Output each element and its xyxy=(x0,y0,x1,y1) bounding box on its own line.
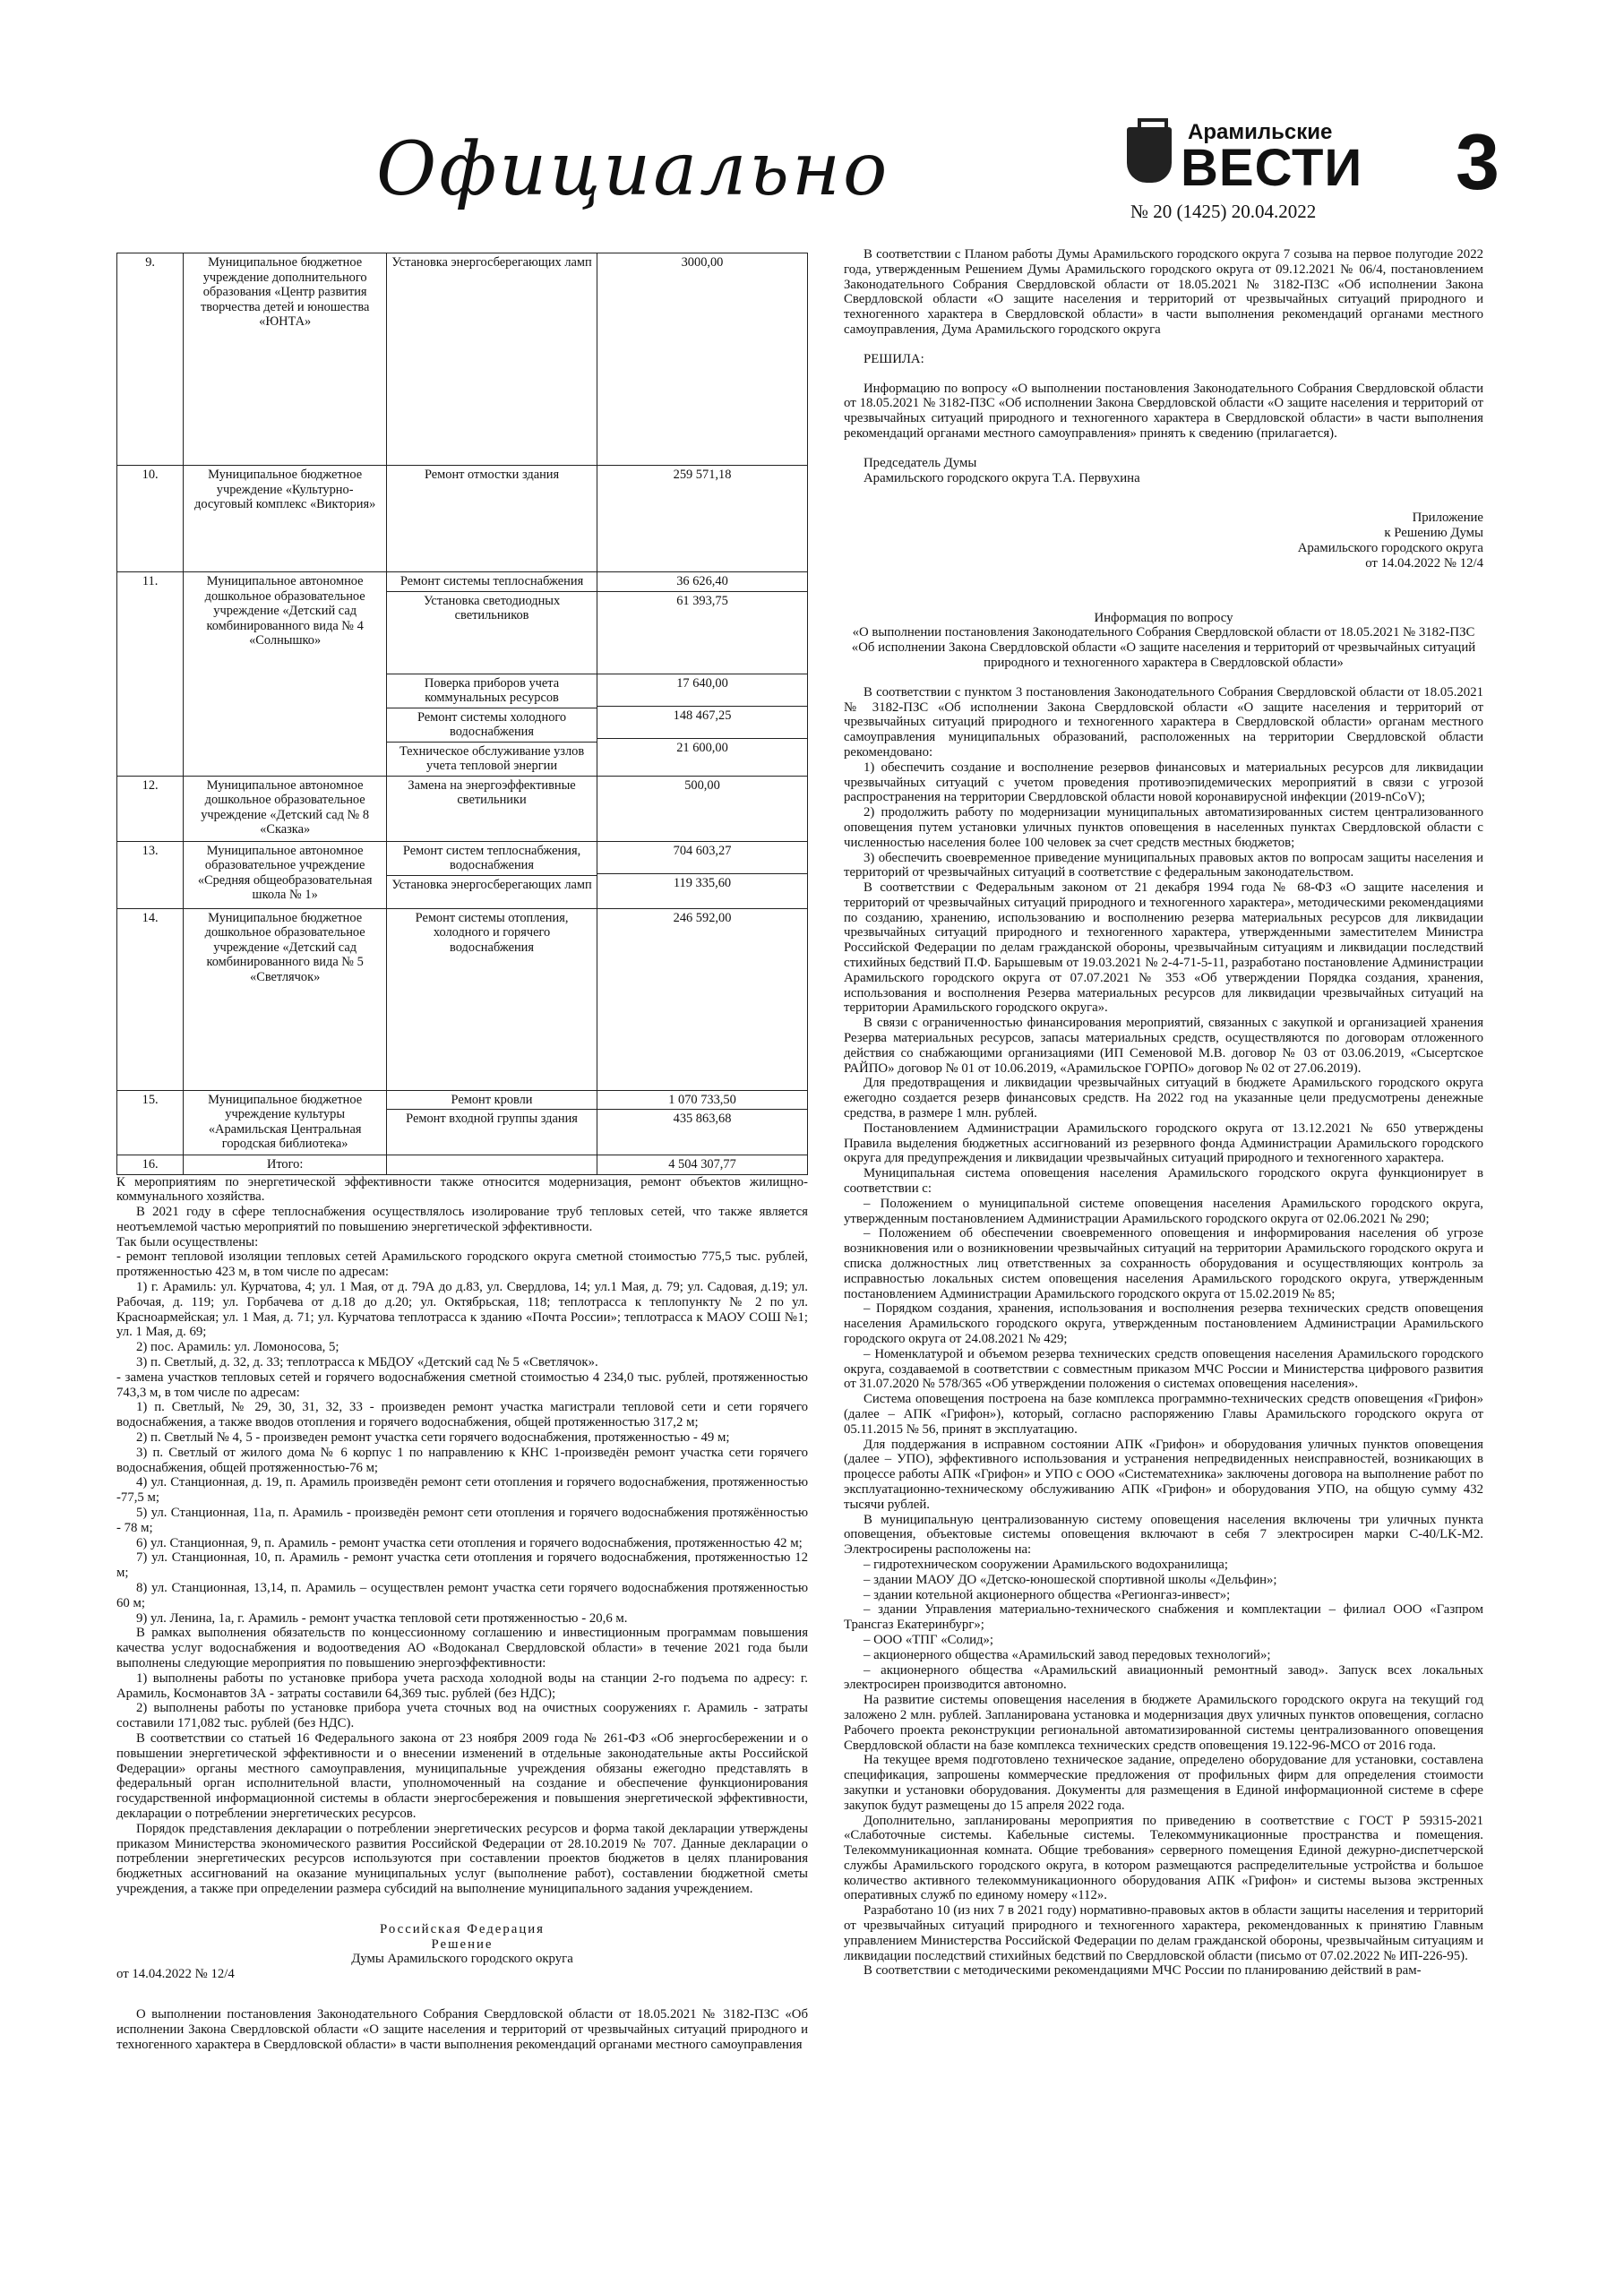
work-cost: 246 592,00 xyxy=(673,910,732,925)
page-number: 3 xyxy=(1456,117,1499,206)
paragraph: К мероприятиям по энергетической эффективности также относится модернизация, ремонт объектов жилищно-коммунального хозяйства. xyxy=(116,1174,808,1205)
work-name: Техническое обслуживание узлов учета тепловой энергии xyxy=(399,743,585,773)
paragraph: 2) выполнены работы по установке прибора учета сточных вод на очистных сооружениях г. Арамиль - затраты составили 171,082 тыс. рублей (без НДС). xyxy=(116,1701,808,1731)
paragraph: - замена участков тепловых сетей и горячего водоснабжения сметной стоимостью 4 234,0 тыс. рублей, протяженностью 743,3 м, в том числе по адресам: xyxy=(116,1369,808,1400)
info-title: Информация по вопросу xyxy=(1094,610,1233,625)
work-cost: 3000,00 xyxy=(681,255,724,270)
paragraph: 1) выполнены работы по установке прибора учета расхода холодной воды на станции 2-го подъема по адресу: г. Арамиль, Космонавтов 3А - затраты составили 64,369 тыс. рублей (без НДС); xyxy=(116,1670,808,1701)
row-number: 13. xyxy=(117,841,184,908)
work-name: Замена на энергоэффективные светильники xyxy=(408,777,576,807)
paragraph: 1) г. Арамиль: ул. Курчатова, 4; ул. 1 Мая, от д. 79А до д.83, ул. Свердлова, 14; ул.1 Мая, д. 79; ул. Садовая, д.19; ул. Рабочая, д. 119; ул. Горбачева от д.18 до д.20; ул. Октябрьская, 118; теплотрасса к теплопункту № 2 по ул. Красноармейская; ул. 1 Мая, д. 71; ул. Курчатова теплотрасса к зданию «Почта России»; теплотрасса к МАОУ СОШ №1; ул. 1 Мая, д. 69; xyxy=(116,1280,808,1340)
work-cost: 704 603,27 xyxy=(597,842,807,874)
paragraph: – ООО «ТПГ «Солид»; xyxy=(864,1632,994,1647)
appendix-block xyxy=(844,511,1483,571)
paragraph: 3) п. Светлый от жилого дома № 6 корпус 1 по направлению к КНС 1-произведён ремонт участка сети горячего водоснабжения, общей протяженностью-76 м; xyxy=(116,1445,808,1475)
paragraph: – гидротехническом сооружении Арамильского водохранилища; xyxy=(864,1557,1228,1572)
work-name: Ремонт системы отопления, холодного и горячего водоснабжения xyxy=(415,910,569,955)
paragraph: 2) продолжить работу по модернизации муниципальных автоматизированных систем централизованного оповещения путем установки уличных пунктов оповещения в населенных пунктах Свердловской области с численностью населения более 100 человек за счет средств местных бюджетов; xyxy=(844,805,1483,850)
row-number: 12. xyxy=(117,776,184,841)
paragraph: В соответствии со статьей 16 Федерального закона от 23 ноября 2009 года № 261-ФЗ «Об энергосбережении и о повышении энергетической эффективности и о внесении изменений в отдельные законодательные акты Российской Федерации» органы местного самоуправления, муниципальные учреждения обязаны ежегодно представлять в федеральный орган исполнительной власти, уполномоченный на создание и обеспечение функционирования государственной информационной системы в области энергосбережения и повышения энергетической эффективности, декларации о потреблении энергетических ресурсов. xyxy=(116,1730,808,1821)
paragraph: На текущее время подготовлено техническое задание, определено оборудование для установки, составлена спецификация, запрошены коммерческие предложения от профильных фирм для определения стоимости закупки и установки оборудования. Документы для размещения в Единой информационной системе в сфере закупок будут размещены до 15 апреля 2022 года. xyxy=(844,1753,1483,1813)
work-cost: 17 640,00 xyxy=(597,674,807,707)
decree-type: Решение xyxy=(431,1936,494,1952)
work-name: Установка энергосберегающих ламп xyxy=(391,877,592,892)
table-row xyxy=(117,1155,808,1175)
work-name: Ремонт систем теплоснабжения, водоснабжения xyxy=(387,842,597,876)
paragraph: – здании котельной акционерного общества «Регионгаз-инвест»; xyxy=(864,1587,1231,1602)
energy-measures-table xyxy=(116,253,808,1175)
paragraph: Порядок представления декларации о потреблении энергетических ресурсов и форма такой декларации утверждены приказом Министерства экономического развития Российской Федерации от 28.10.2019 № 707. Данные декларации о потреблении энергетических ресурсов используются при составлении проектов бюджетов в целях планирования бюджетных ассигнований на оказание муниципальных услуг (выполнение работ), составлении бюджетной сметы учреждения, а также при определении размера субсидий на выполнение муниципального задания учреждением. xyxy=(116,1821,808,1896)
logo-big-text: ВЕСТИ xyxy=(1181,139,1363,197)
table-row xyxy=(117,572,808,777)
table-row xyxy=(117,1090,808,1155)
paragraph: Для поддержания в исправном состоянии АПК «Грифон» и оборудования уличных пунктов оповещения (далее – УПО), эффективного использования и устранения непредвиденных неисправностей, возникающих в процессе работы АПК «Грифон» и УПО с ООО «Систематехника» заключены договора на выполнение работ по эксплуатационно-техническому обслуживанию АПК «Грифон» и оборудования УПО, на общую сумму 432 тысячи рублей. xyxy=(844,1437,1483,1512)
paragraph: – Порядком создания, хранения, использования и восполнения резерва технических средств оповещения населения Арамильского городского округа, утвержденным постановлением Администрации Арамильского городского округа от 24.08.2021 № 429; xyxy=(844,1301,1483,1346)
organization-name: Итого: xyxy=(184,1155,387,1175)
paragraph: Муниципальная система оповещения населения Арамильского городского округа функционирует в соответствии с: xyxy=(844,1166,1483,1197)
organization-name: Муниципальное бюджетное дошкольное образовательное учреждение «Детский сад комбинированного вида № 5 «Светлячок» xyxy=(184,908,387,1090)
section-title: Официально xyxy=(376,127,890,212)
work-cost: 259 571,18 xyxy=(673,468,732,482)
row-number: 14. xyxy=(117,908,184,1090)
left-article-text xyxy=(116,1175,808,1897)
work-cost: 148 467,25 xyxy=(597,707,807,739)
decree-country: Российская Федерация xyxy=(380,1921,545,1936)
decree-block xyxy=(116,1922,808,2053)
paragraph: 1) п. Светлый, № 29, 30, 31, 32, 33 - произведен ремонт участка магистрали тепловой сети и сети горячего водоснабжения, а также вводов отопления и горячего водоснабжения, общей протяженностью 317,2 м; xyxy=(116,1400,808,1430)
row-number: 9. xyxy=(117,253,184,466)
info-subtitle: «О выполнении постановления Законодательного Собрания Свердловской области от 18.05.2021 № 3182-ПЗС «Об исполнении Закона Свердловской области «О защите населения и территорий от чрезвычайных ситуаций природного и техногенного характера в Свердловской области» xyxy=(851,625,1476,670)
work-cost: 21 600,00 xyxy=(676,740,728,755)
organization-name: Муниципальное автономное дошкольное образовательное учреждение «Детский сад № 8 «Сказка» xyxy=(184,776,387,841)
row-number: 15. xyxy=(117,1090,184,1155)
organization-name: Муниципальное автономное дошкольное образовательное учреждение «Детский сад комбинированного вида № 4 «Солнышко» xyxy=(184,572,387,777)
newspaper-logo[interactable] xyxy=(1127,115,1363,197)
organization-name: Муниципальное бюджетное учреждение культуры «Арамильская Центральная городская библиотека» xyxy=(184,1090,387,1155)
paragraph: – Положением об обеспечении своевременного оповещения и информирования населения об угрозе возникновения или о возникновении чрезвычайных ситуаций на территории Арамильского городского округа и списка должностных лиц ответственных за сохранность оборудования и осуществляющих контроль за исправностью локальных систем оповещения населения Арамильского городского округа, утвержденным постановлением Администрации Арамильского городского округа от 15.02.2019 № 85; xyxy=(844,1226,1483,1301)
paragraph: 2) п. Светлый № 4, 5 - произведен ремонт участка сети горячего водоснабжения, протяженностью - 49 м; xyxy=(136,1430,730,1446)
appendix-line: к Решению Думы xyxy=(1384,526,1483,541)
paragraph: Так были осуществлены: xyxy=(116,1234,259,1249)
paragraph: 7) ул. Станционная, 10, п. Арамиль - ремонт участка сети отопления и горячего водоснабжения, протяженностью 12 м; xyxy=(116,1550,808,1581)
work-name: Ремонт отмостки здания xyxy=(424,468,560,482)
decree-date: от 14.04.2022 № 12/4 xyxy=(116,1967,235,1982)
organization-name: Муниципальное бюджетное учреждение «Культурно-досуговый комплекс «Виктория» xyxy=(184,466,387,572)
signature-position: Председатель Думы xyxy=(864,455,977,470)
resolved-label: РЕШИЛА: xyxy=(864,351,924,366)
table-row xyxy=(117,253,808,466)
city-emblem-icon xyxy=(1127,127,1172,183)
paragraph: - ремонт тепловой изоляции тепловых сетей Арамильского городского округа сметной стоимостью 775,5 тыс. рублей, протяженностью 423 м, в том числе по адресам: xyxy=(116,1249,808,1280)
decree-issuer: Думы Арамильского городского округа xyxy=(351,1952,573,1967)
info-body-text xyxy=(844,685,1483,1979)
logo-small-text: Арамильские xyxy=(1188,120,1333,144)
paragraph: В соответствии с Федеральным законом от 21 декабря 1994 года № 68-ФЗ «О защите населения и территорий от чрезвычайных ситуаций природного и техногенного характера», методическими рекомендациями по созданию, хранению, использованию и восполнению резерва материальных ресурсов для ликвидации чрезвычайных ситуаций природного и техногенного характера, утвержденными заместителем Министра Российской Федерации по делам гражданской обороны, чрезвычайным ситуациям и ликвидации последствий стихийных бедствий П.Ф. Барышевым от 19.03.2021 № 2-4-71-5-11, разработано постановление Администрации Арамильского городского округа от 07.07.2021 № 353 «Об утверждении Порядка создания, хранения, использования и восполнения Резерва материальных ресурсов для ликвидации чрезвычайных ситуаций на территории Арамильского городского округа». xyxy=(844,880,1483,1016)
table-row xyxy=(117,908,808,1090)
preamble-text xyxy=(844,247,1483,338)
table-row xyxy=(117,776,808,841)
work-name: Ремонт системы теплоснабжения xyxy=(387,572,597,592)
work-name xyxy=(387,1155,597,1170)
left-column xyxy=(116,253,808,2052)
paragraph: 9) ул. Ленина, 1а, г. Арамиль - ремонт участка тепловой сети протяженностью - 20,6 м. xyxy=(136,1610,628,1626)
resolution-text: Информацию по вопросу «О выполнении постановления Законодательного Собрания Свердловской области от 18.05.2021 № 3182-ПЗС «Об исполнении Закона Свердловской области «О защите населения и территорий от чрезвычайных ситуаций природного и техногенного характера в Свердловской области» в части выполнения рекомендаций органами местного самоуправления» принять к сведению (прилагается). xyxy=(844,381,1483,441)
work-name: Ремонт системы холодного водоснабжения xyxy=(387,708,597,743)
paragraph: 6) ул. Станционная, 9, п. Арамиль - ремонт участка сети отопления и горячего водоснабжения, протяженностью 42 м; xyxy=(136,1535,803,1550)
paragraph: В связи с ограниченностью финансирования мероприятий, связанных с закупкой и организацией хранения Резерва материальных ресурсов, запасы материальных средств, осуществляются по договорам отложенного действия со снабжающими организациями (ИП Семеновой М.В. договор № 03 от 03.06.2019, «Сысертское РАЙПО» договор № 01 от 10.06.2019, «Арамильское ГОРПО» договор № 02 от 27.06.2019). xyxy=(844,1016,1483,1076)
table-row xyxy=(117,841,808,908)
work-name: Установка светодиодных светильников xyxy=(387,592,597,674)
right-column xyxy=(844,247,1483,1979)
work-cost: 119 335,60 xyxy=(673,875,732,890)
paragraph: – Положением о муниципальной системе оповещения населения Арамильского городского округа, утвержденным постановлением Администрации Арамильского городского округа от 02.06.2021 № 290; xyxy=(844,1196,1483,1226)
work-name: Поверка приборов учета коммунальных ресурсов xyxy=(387,674,597,708)
paragraph: Постановлением Администрации Арамильского городского округа от 13.12.2021 № 650 утверждены Правила выделения бюджетных ассигнований из резервного фонда Администрации Арамильского городского округа для предупреждения и ликвидации чрезвычайных ситуаций природного и техногенного характера. xyxy=(844,1120,1483,1166)
appendix-line: Арамильского городского округа xyxy=(1297,540,1483,555)
issue-number: № 20 (1425) 20.04.2022 xyxy=(1130,201,1317,222)
row-number: 16. xyxy=(117,1155,184,1175)
work-cost: 500,00 xyxy=(684,777,720,793)
paragraph: В 2021 году в сфере теплоснабжения осуществлялось изолирование труб тепловых сетей, что также является неотъемлемой частью мероприятий по повышению энергетической эффективности. xyxy=(116,1205,808,1234)
paragraph: Разработано 10 (из них 7 в 2021 году) нормативно-правовых актов в области защиты населения и территорий от чрезвычайных ситуаций природного и техногенного характера, рекомендованных к принятию Главным управлением Министерства Российской Федерации по делам гражданской обороны, чрезвычайным ситуациям и ликвидации последствий стихийных бедствий по Свердловской области (письмо от 07.02.2022 № ИП-226-95). xyxy=(844,1903,1483,1963)
paragraph: – здании Управления материально-технического снабжения и комплектации – филиал ООО «Газпром Трансгаз Екатеринбург»; xyxy=(844,1602,1483,1633)
work-cost: 1 070 733,50 xyxy=(597,1091,807,1111)
organization-name: Муниципальное бюджетное учреждение дополнительного образования «Центр развития творчества детей и юношества «ЮНТА» xyxy=(184,253,387,466)
paragraph: Система оповещения построена на базе комплекса программно-технических средств оповещения «Грифон» (далее – АПК «Грифон»), который, согласно распоряжению Главы Арамильского городского округа от 05.11.2015 № 56, принят в эксплуатацию. xyxy=(844,1392,1483,1437)
paragraph: Для предотвращения и ликвидации чрезвычайных ситуаций в бюджете Арамильского городского округа ежегодно создается резерв финансовых средств. На 2022 год на указанные цели предусмотрены денежные средства, в размере 1 млн. рублей. xyxy=(844,1076,1483,1121)
paragraph: 4) ул. Станционная, д. 19, п. Арамиль произведён ремонт сети отопления и горячего водоснабжения, протяженностью -77,5 м; xyxy=(116,1475,808,1506)
paragraph: – акционерного общества «Арамильский авиационный ремонтный завод». Запуск всех локальных электросирен производится автономно. xyxy=(844,1662,1483,1693)
paragraph: 3) п. Светлый, д. 32, д. 33; теплотрасса к МБДОУ «Детский сад № 5 «Светлячок». xyxy=(136,1355,598,1370)
paragraph: 3) обеспечить своевременное приведение муниципальных правовых актов по вопросам защиты населения и территорий от чрезвычайных ситуаций в соответствие с федеральным законодательством. xyxy=(844,850,1483,880)
paragraph: 5) ул. Станционная, 11а, п. Арамиль - произведён ремонт сети отопления и горячего водоснабжения протяжённостью - 78 м; xyxy=(116,1506,808,1535)
paragraph: – Номенклатурой и объемом резерва технических средств оповещения населения Арамильского городского округа, создаваемой в соответствии с совместным приказом МЧС России и Министерства цифрового развития от 31.07.2020 № 578/365 «Об утверждении положения о системах оповещения населения». xyxy=(844,1346,1483,1392)
work-name: Ремонт входной группы здания xyxy=(406,1112,578,1126)
work-name: Установка энергосберегающих ламп xyxy=(391,255,592,270)
row-number: 10. xyxy=(117,466,184,572)
paragraph: 2) пос. Арамиль: ул. Ломоносова, 5; xyxy=(136,1340,339,1355)
signature-name: Арамильского городского округа Т.А. Первухина xyxy=(864,470,1140,485)
organization-name: Муниципальное автономное образовательное учреждение «Средняя общеобразовательная школа № 1» xyxy=(184,841,387,908)
paragraph: 1) обеспечить создание и восполнение резервов финансовых и материальных ресурсов для ликвидации чрезвычайных ситуаций с учетом проведения противоэпидемических мероприятий в связи с угрозой распространения на территории Свердловской области новой коронавирусной инфекции (2019-nCoV); xyxy=(844,760,1483,805)
appendix-line: от 14.04.2022 № 12/4 xyxy=(1365,555,1483,571)
work-cost: 61 393,75 xyxy=(597,592,807,674)
paragraph: На развитие системы оповещения населения в бюджете Арамильского городского округа на текущий год заложено 2 млн. рублей. Запланирована установка и модернизация двух уличных пунктов оповещения, согласно Рабочего проекта реконструкции региональной автоматизированной системы централизованного оповещения Свердловской области на базе комплекса технических средств оповещения 19.122-96-МСО от 2016 года. xyxy=(844,1693,1483,1753)
work-cost: 36 626,40 xyxy=(597,572,807,592)
work-cost: 435 863,68 xyxy=(673,1112,732,1126)
info-heading xyxy=(844,611,1483,671)
paragraph: В муниципальную централизованную систему оповещения населения включены три уличных пункта оповещения, объектовые системы оповещения включают в себя 7 электросирен марки С-40/LK-M2. Электросирены расположены на: xyxy=(844,1512,1483,1558)
paragraph: В соответствии с Планом работы Думы Арамильского городского округа 7 созыва на первое полугодие 2022 года, утвержденным Решением Думы Арамильского городского округа от 09.12.2021 № 06/4, постановлением Законодательного Собрания Свердловской области от 18.05.2021 № 3182-ПЗС «Об исполнении Закона Свердловской области «О защите населения и территорий от чрезвычайных ситуаций природного и техногенного характера в Свердловской области» в части выполнения рекомендаций органами местного самоуправления, Дума Арамильского городского округа xyxy=(844,247,1483,337)
signature-block xyxy=(844,456,1483,486)
paragraph: В рамках выполнения обязательств по концессионному соглашению и инвестиционным программам повышения качества услуг водоснабжения и водоотведения АО «Водоканал Свердловской области» в течение 2021 года были выполнены следующие мероприятия по повышению энергоэффективности: xyxy=(116,1626,808,1670)
work-cost: 4 504 307,77 xyxy=(668,1157,736,1172)
paragraph: – здании МАОУ ДО «Детско-юношеской спортивной школы «Дельфин»; xyxy=(864,1572,1277,1587)
paragraph: – акционерного общества «Арамильский завод передовых технологий»; xyxy=(864,1647,1271,1662)
appendix-line: Приложение xyxy=(1412,511,1483,526)
decree-subject: О выполнении постановления Законодательного Собрания Свердловской области от 18.05.2021 № 3182-ПЗС «Об исполнении Закона Свердловской области «О защите населения и территорий от чрезвычайных ситуаций природного и техногенного характера в Свердловской области» в части выполнения рекомендаций органами местного самоуправления xyxy=(116,2006,808,2052)
paragraph: В соответствии с пунктом 3 постановления Законодательного Собрания Свердловской области от 18.05.2021 № 3182-ПЗС «Об исполнении Закона Свердловской области «О защите населения и территорий от чрезвычайных ситуаций природного и техногенного характера в Свердловской области» органам местного самоуправления муниципальных образований, расположенных на территории Свердловской области рекомендовано: xyxy=(844,684,1483,760)
paragraph: Дополнительно, запланированы мероприятия по приведению в соответствие с ГОСТ Р 59315-2021 «Слаботочные системы. Кабельные системы. Телекоммуникационные пространства и помещения. Телекоммуникационная комната. Общие требования» серверного помещения Единой дежурно-диспетчерской службы Арамильского городского округа, в котором размещаются распределительные устройства и большое количество активного телекоммуникационного оборудования АПК «Грифон» и системы вызова экстренных оперативных служб по единому номеру «112». xyxy=(844,1813,1483,1903)
row-number: 11. xyxy=(117,572,184,777)
work-name: Ремонт кровли xyxy=(387,1091,597,1111)
paragraph: В соответствии с методическими рекомендациями МЧС России по планированию действий в рам- xyxy=(864,1963,1422,1979)
page-header xyxy=(0,107,1624,233)
paragraph: 8) ул. Станционная, 13,14, п. Арамиль – осуществлен ремонт участка сети горячего водоснабжения протяженностью 60 м; xyxy=(116,1581,808,1610)
table-row xyxy=(117,466,808,572)
